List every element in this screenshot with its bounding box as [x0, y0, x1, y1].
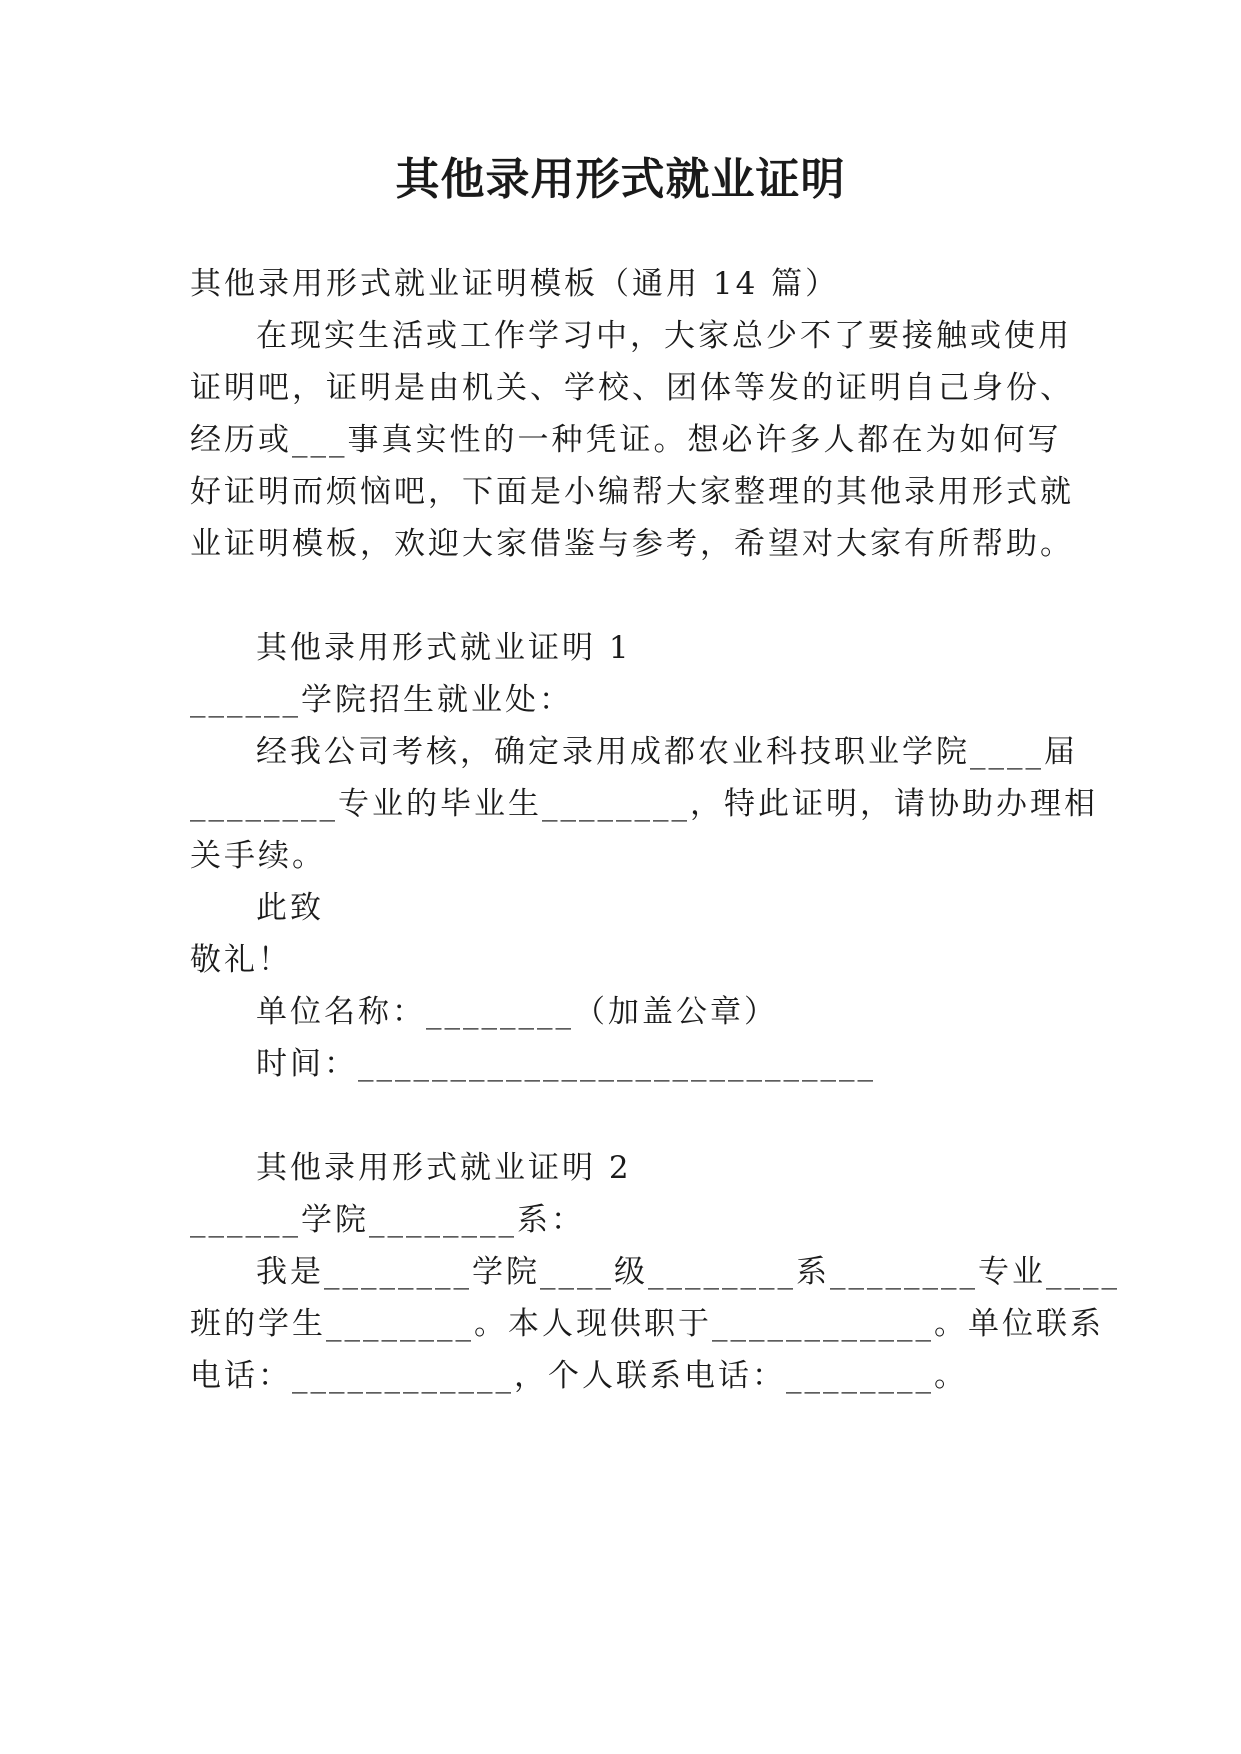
document-subtitle: 其他录用形式就业证明模板（通用 14 篇） [190, 266, 840, 302]
intro-line: 经历或___事真实性的一种凭证。想必许多人都在为如何写 [190, 422, 1062, 458]
section2-addressee: ______学院________系： [190, 1202, 585, 1238]
section1-addressee: ______学院招生就业处： [190, 682, 573, 718]
section1-body-line: 经我公司考核，确定录用成都农业科技职业学院____届 [256, 734, 1078, 770]
section2-heading: 其他录用形式就业证明 2 [256, 1150, 632, 1186]
section1-heading: 其他录用形式就业证明 1 [256, 630, 632, 666]
document-title: 其他录用形式就业证明 [395, 154, 846, 205]
section1-body-line: 关手续。 [190, 838, 326, 874]
section1-salutation: 敬礼！ [190, 942, 292, 978]
section1-unit-name: 单位名称：________（加盖公章） [256, 994, 778, 1030]
intro-line: 证明吧，证明是由机关、学校、团体等发的证明自己身份、 [190, 370, 1074, 406]
section2-body-line: 我是________学院____级________系________专业____ [256, 1254, 1120, 1290]
section2-body-line: 电话：____________，个人联系电话：________。 [190, 1358, 968, 1394]
intro-line: 在现实生活或工作学习中，大家总少不了要接触或使用 [256, 318, 1072, 354]
intro-line: 好证明而烦恼吧，下面是小编帮大家整理的其他录用形式就 [190, 474, 1074, 510]
section1-date: 时间：____________________________ [256, 1046, 876, 1082]
intro-line: 业证明模板，欢迎大家借鉴与参考，希望对大家有所帮助。 [190, 526, 1074, 562]
section1-closing: 此致 [256, 890, 324, 926]
section1-body-line: ________专业的毕业生________，特此证明，请协助办理相 [190, 786, 1098, 822]
section2-body-line: 班的学生________。本人现供职于____________。单位联系 [190, 1306, 1104, 1342]
